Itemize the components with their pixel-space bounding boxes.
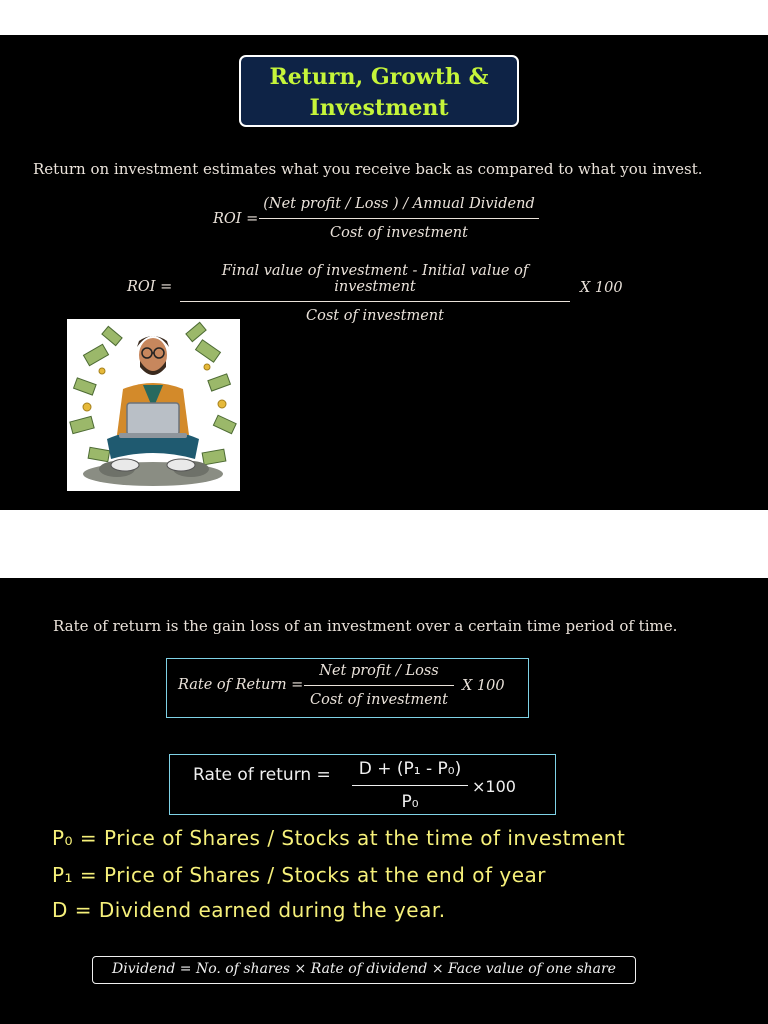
handwritten-denominator: P₀ <box>401 792 419 812</box>
roi-numerator-2: Final value of investment - Initial value of investment <box>180 263 570 302</box>
roi-denominator-2: Cost of investment <box>306 308 444 324</box>
dividend-formula: Dividend = No. of shares × Rate of dividend × Face value of one share <box>112 961 616 977</box>
ror-intro: Rate of return is the gain loss of an investment over a certain time period of time. <box>53 617 678 635</box>
roi-multiplier: X 100 <box>580 280 623 296</box>
title-line-1: Return, Growth & <box>269 64 489 90</box>
roi-lhs-2: ROI = <box>127 279 173 295</box>
ror-fraction <box>304 663 454 708</box>
roi-denominator-1: Cost of investment <box>330 225 468 241</box>
roi-fraction-2 <box>180 263 570 324</box>
handwritten-multiplier: ×100 <box>472 777 516 796</box>
roi-numerator-1: (Net profit / Loss ) / Annual Dividend <box>259 196 539 219</box>
roi-fraction-1 <box>259 196 539 241</box>
title-line-2: Investment <box>309 95 449 121</box>
investor-illustration-icon <box>67 319 240 491</box>
ror-numerator: Net profit / Loss <box>304 663 454 686</box>
definition-d: D = Dividend earned during the year. <box>52 898 446 922</box>
definition-p1: P₁ = Price of Shares / Stocks at the end of year <box>52 863 546 887</box>
definition-p0: P₀ = Price of Shares / Stocks at the time of investment <box>52 826 626 850</box>
handwritten-fraction <box>352 759 468 812</box>
page-title <box>239 55 519 127</box>
rate-of-return-panel <box>0 578 768 1024</box>
ror-lhs: Rate of Return = <box>178 677 304 693</box>
roi-intro: Return on investment estimates what you receive back as compared to what you invest. <box>33 160 703 178</box>
roi-lhs-1: ROI = <box>213 211 259 227</box>
ror-multiplier: X 100 <box>462 678 505 694</box>
handwritten-numerator: D + (P₁ - P₀) <box>352 759 468 786</box>
handwritten-lhs: Rate of return = <box>193 765 331 785</box>
roi-panel <box>0 35 768 510</box>
ror-denominator: Cost of investment <box>310 692 448 708</box>
